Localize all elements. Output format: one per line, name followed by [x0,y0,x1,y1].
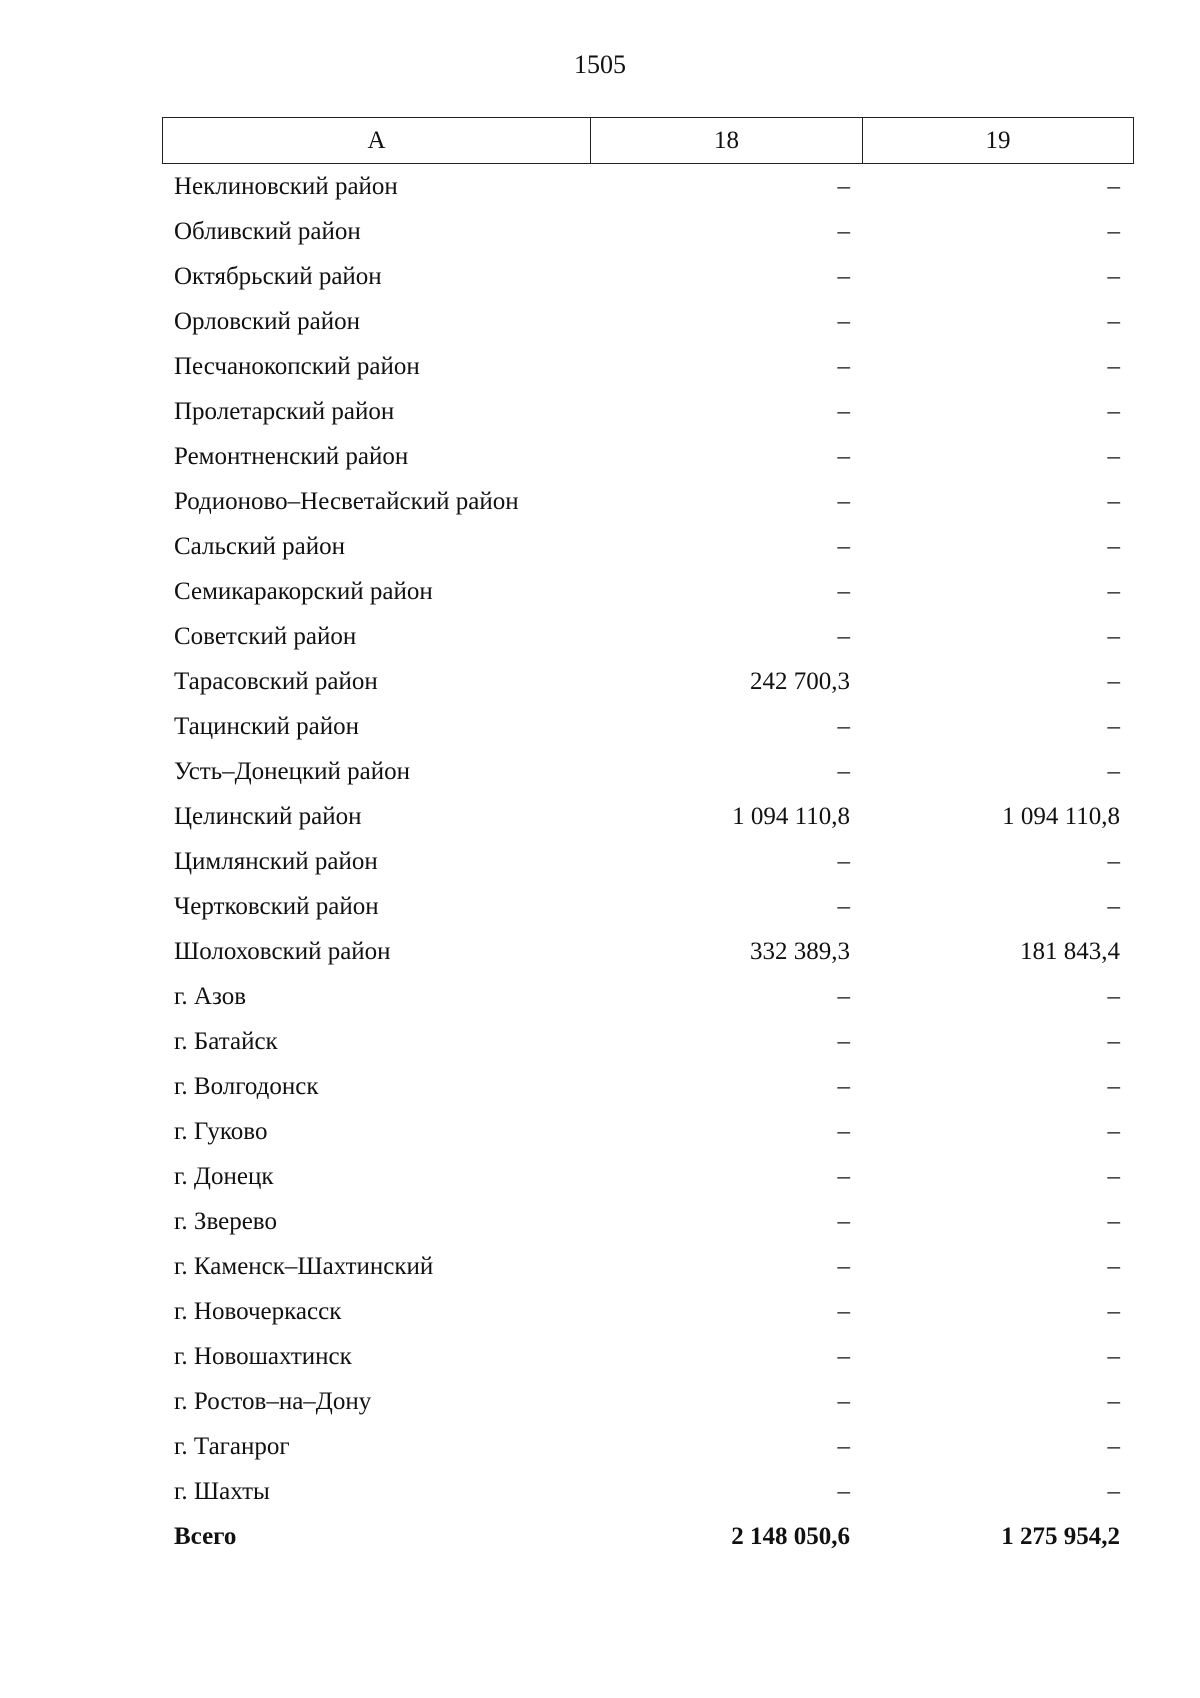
row-name: Неклиновский район [174,172,398,200]
row-value-18: – [837,1162,850,1190]
row-name: Усть–Донецкий район [174,757,411,785]
row-value-19: – [1107,892,1120,920]
table-row [162,1334,1134,1379]
row-value-18: – [837,262,850,290]
row-value-19: – [1107,307,1120,335]
row-value-19: – [1107,577,1120,605]
row-value-19: – [1107,667,1120,695]
row-value-18: – [837,352,850,380]
table-body [162,164,1134,1559]
row-name: г. Батайск [174,1027,278,1055]
row-value-19: – [1107,757,1120,785]
row-value-19: – [1107,1432,1120,1460]
row-value-18: 1 094 110,8 [732,802,850,830]
table-row [162,1289,1134,1334]
row-value-19: – [1107,1162,1120,1190]
row-value-18: – [837,892,850,920]
row-name: Целинский район [174,802,362,830]
header-cell-a: А [163,118,591,163]
row-value-19: – [1107,352,1120,380]
row-value-19: – [1107,1297,1120,1325]
total-label: Всего [174,1522,237,1550]
table-row [162,1199,1134,1244]
table-row [162,389,1134,434]
row-value-18: – [837,577,850,605]
row-value-19: – [1107,397,1120,425]
row-name: г. Каменск–Шахтинский [174,1252,434,1280]
table-row [162,254,1134,299]
row-value-19: – [1107,442,1120,470]
table-row [162,344,1134,389]
table-row [162,794,1134,839]
row-value-18: – [837,1207,850,1235]
row-value-18: – [837,1252,850,1280]
table-row [162,974,1134,1019]
row-value-18: – [837,1477,850,1505]
row-name: г. Новочеркасск [174,1297,342,1325]
row-name: г. Шахты [174,1477,270,1505]
row-value-19: – [1107,622,1120,650]
row-name: Пролетарский район [174,397,395,425]
row-value-19: – [1107,1117,1120,1145]
row-name: Орловский район [174,307,360,335]
row-name: Ремонтненский район [174,442,409,470]
table-row [162,524,1134,569]
row-name: Семикаракорский район [174,577,433,605]
table-row [162,929,1134,974]
row-value-18: – [837,847,850,875]
table-row [162,1109,1134,1154]
row-value-19: – [1107,1207,1120,1235]
table-row [162,479,1134,524]
row-value-18: – [837,172,850,200]
row-name: Тацинский район [174,712,359,740]
table-row [162,209,1134,254]
row-name: Шолоховский район [174,937,391,965]
row-name: г. Азов [174,982,247,1010]
row-value-18: – [837,442,850,470]
row-name: Октябрьский район [174,262,382,290]
row-name: г. Донецк [174,1162,274,1190]
header-cell-19: 19 [985,126,1011,154]
table-row [162,1019,1134,1064]
row-value-18: – [837,1072,850,1100]
table-row [162,614,1134,659]
row-value-19: – [1107,532,1120,560]
table-row [162,1064,1134,1109]
table-row [162,1379,1134,1424]
table-header [162,117,1134,164]
row-value-18: – [837,487,850,515]
table-row [162,569,1134,614]
table-row [162,839,1134,884]
row-value-19: – [1107,1477,1120,1505]
row-value-18: – [837,307,850,335]
table-row [162,884,1134,929]
row-name: Чертковский район [174,892,379,920]
table-row [162,1469,1134,1514]
row-name: Родионово–Несветайский район [174,487,519,515]
row-value-19: 1 094 110,8 [1002,802,1120,830]
row-name: г. Гуково [174,1117,268,1145]
table-row [162,1154,1134,1199]
row-name: г. Таганрог [174,1432,290,1460]
total-row [162,1514,1134,1559]
table-row [162,659,1134,704]
table-row [162,1424,1134,1469]
row-value-18: – [837,1027,850,1055]
row-value-18: 332 389,3 [750,937,850,965]
total-value-19: 1 275 954,2 [1001,1522,1120,1550]
row-value-19: – [1107,262,1120,290]
table-row [162,434,1134,479]
row-value-19: – [1107,1027,1120,1055]
data-table [162,117,1134,1559]
row-value-19: – [1107,1252,1120,1280]
row-value-18: – [837,1387,850,1415]
row-value-19: – [1107,172,1120,200]
page-number: 1505 [574,50,626,79]
row-name: г. Ростов–на–Дону [174,1387,372,1415]
table-row [162,749,1134,794]
row-value-19: 181 843,4 [1020,937,1120,965]
row-value-18: – [837,1342,850,1370]
header-cell-18: 18 [591,118,863,163]
row-name: г. Волгодонск [174,1072,319,1100]
row-value-18: – [837,397,850,425]
row-value-19: – [1107,982,1120,1010]
table-row [162,164,1134,209]
table-row [162,299,1134,344]
row-name: Песчанокопский район [174,352,420,380]
row-value-19: – [1107,1342,1120,1370]
row-value-18: – [837,982,850,1010]
row-value-19: – [1107,487,1120,515]
row-value-18: – [837,1297,850,1325]
row-value-19: – [1107,217,1120,245]
row-name: Обливский район [174,217,361,245]
table-row [162,704,1134,749]
row-name: Цимлянский район [174,847,378,875]
table-row [162,1244,1134,1289]
row-name: Советский район [174,622,357,650]
row-value-19: – [1107,712,1120,740]
row-value-18: – [837,1117,850,1145]
row-value-19: – [1107,1072,1120,1100]
row-value-18: – [837,532,850,560]
row-value-18: – [837,217,850,245]
row-value-18: – [837,757,850,785]
row-name: г. Новошахтинск [174,1342,352,1370]
row-value-19: – [1107,847,1120,875]
row-value-18: – [837,622,850,650]
row-name: г. Зверево [174,1207,277,1235]
total-value-18: 2 148 050,6 [731,1522,850,1550]
row-name: Тарасовский район [174,667,378,695]
row-value-18: 242 700,3 [750,667,850,695]
row-value-18: – [837,712,850,740]
row-value-19: – [1107,1387,1120,1415]
row-name: Сальский район [174,532,345,560]
row-value-18: – [837,1432,850,1460]
